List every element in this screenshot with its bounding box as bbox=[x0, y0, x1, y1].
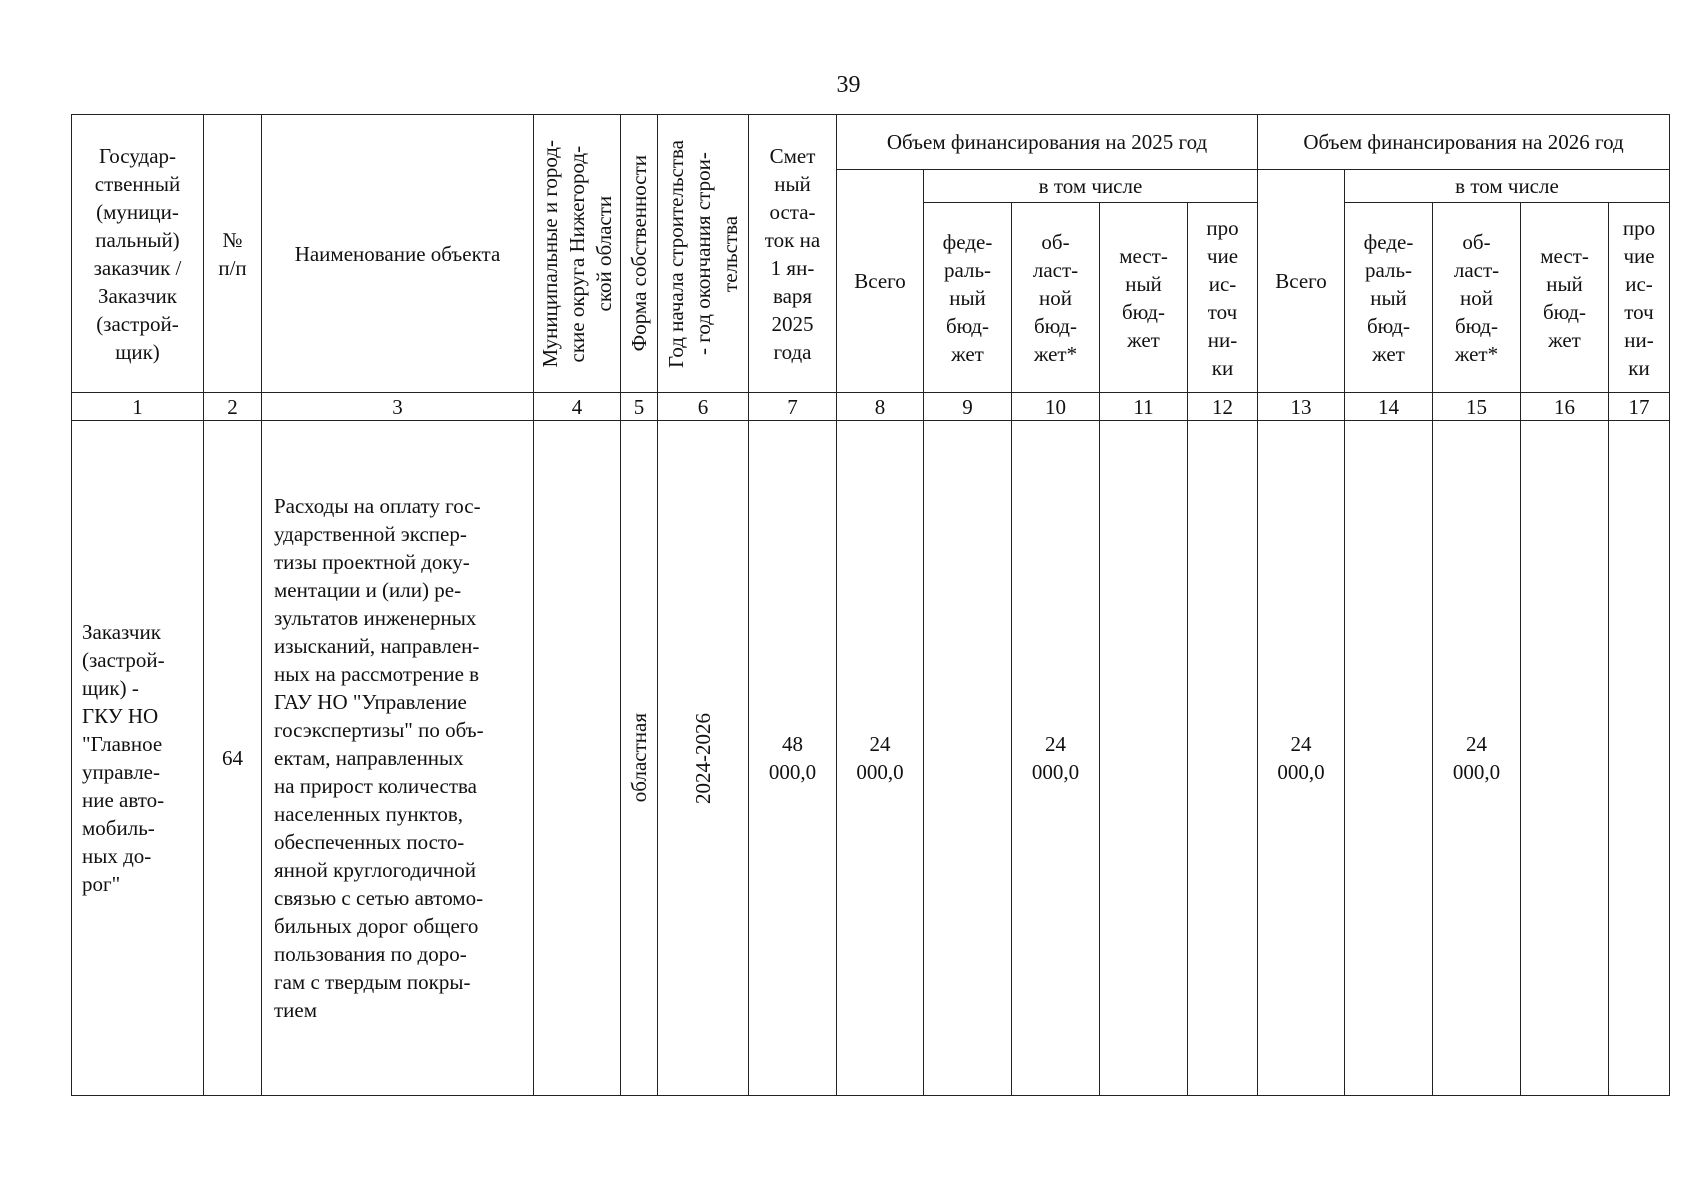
column-number: 12 bbox=[1188, 393, 1258, 421]
column-number: 8 bbox=[837, 393, 924, 421]
page-number: 39 bbox=[836, 72, 861, 98]
cell-local-2026 bbox=[1521, 421, 1609, 1096]
header-funding-2026: Объем финансирования на 2026 год bbox=[1258, 115, 1670, 170]
header-federal-2025: феде- раль- ный бюд- жет bbox=[924, 203, 1012, 393]
cell-local-2025 bbox=[1100, 421, 1188, 1096]
financing-table bbox=[71, 114, 1670, 1096]
header-customer: Государ- ственный (муници- пальный) заказчик / Заказчик (застрой- щик) bbox=[72, 115, 204, 393]
cell-regional-2026: 24 000,0 bbox=[1433, 421, 1521, 1096]
cell-ownership bbox=[621, 421, 658, 1096]
header-ownership bbox=[621, 115, 658, 393]
column-number: 14 bbox=[1345, 393, 1433, 421]
cell-federal-2026 bbox=[1345, 421, 1433, 1096]
header-other-2025: про чие ис- точ ни- ки bbox=[1188, 203, 1258, 393]
column-number: 7 bbox=[749, 393, 837, 421]
header-including-2025: в том числе bbox=[924, 170, 1258, 203]
column-number: 9 bbox=[924, 393, 1012, 421]
header-funding-2025: Объем финансирования на 2025 год bbox=[837, 115, 1258, 170]
header-years-text: Год начала строительства - год окончания строи- тельства bbox=[663, 139, 742, 368]
table-row bbox=[72, 421, 1670, 1096]
header-municipality-text: Муниципальные и город- ские округа Нижегород- ской области bbox=[537, 139, 616, 368]
cell-estimate-balance: 48 000,0 bbox=[749, 421, 837, 1096]
column-number: 2 bbox=[204, 393, 262, 421]
cell-ownership-text: областная bbox=[626, 713, 651, 803]
column-number: 16 bbox=[1521, 393, 1609, 421]
column-number: 3 bbox=[262, 393, 534, 421]
header-federal-2026: феде- раль- ный бюд- жет bbox=[1345, 203, 1433, 393]
column-number: 13 bbox=[1258, 393, 1345, 421]
header-ownership-text: Форма собственности bbox=[626, 155, 651, 352]
header-local-2026: мест- ный бюд- жет bbox=[1521, 203, 1609, 393]
cell-other-2025 bbox=[1188, 421, 1258, 1096]
cell-years bbox=[658, 421, 749, 1096]
column-number: 6 bbox=[658, 393, 749, 421]
cell-other-2026 bbox=[1609, 421, 1670, 1096]
cell-object-name: Расходы на оплату гос- ударственной экспер- тизы проектной доку- ментации и (или) ре- зультатов инженерных изысканий, направлен- ных на рассмотрение в ГАУ НО "Управление госэкспертизы" по объ- ектам, направленных на прирост количества населенных пунктов, обеспеченных посто- янной круглогодичной связью с сетью автомо- бильных дорог общего пользования по доро- гам с твердым покры- тием bbox=[262, 421, 534, 1096]
cell-total-2026: 24 000,0 bbox=[1258, 421, 1345, 1096]
header-total-2026: Всего bbox=[1258, 170, 1345, 393]
column-number: 11 bbox=[1100, 393, 1188, 421]
column-number: 15 bbox=[1433, 393, 1521, 421]
header-other-2026: про чие ис- точ ни- ки bbox=[1609, 203, 1670, 393]
column-number: 5 bbox=[621, 393, 658, 421]
cell-number: 64 bbox=[204, 421, 262, 1096]
header-regional-2025: об- ласт- ной бюд- жет* bbox=[1012, 203, 1100, 393]
cell-federal-2025 bbox=[924, 421, 1012, 1096]
column-number: 1 bbox=[72, 393, 204, 421]
cell-regional-2025: 24 000,0 bbox=[1012, 421, 1100, 1096]
header-years bbox=[658, 115, 749, 393]
header-local-2025: мест- ный бюд- жет bbox=[1100, 203, 1188, 393]
cell-customer: Заказчик (застрой- щик) - ГКУ НО "Главное управле- ние авто- мобиль- ных до- рог" bbox=[72, 421, 204, 1096]
header-number: № п/п bbox=[204, 115, 262, 393]
header-including-2026: в том числе bbox=[1345, 170, 1670, 203]
header-total-2025: Всего bbox=[837, 170, 924, 393]
header-regional-2026: об- ласт- ной бюд- жет* bbox=[1433, 203, 1521, 393]
header-object-name: Наименование объекта bbox=[262, 115, 534, 393]
column-number: 4 bbox=[534, 393, 621, 421]
header-estimate-balance: Смет ный оста- ток на 1 ян- варя 2025 года bbox=[749, 115, 837, 393]
cell-municipality bbox=[534, 421, 621, 1096]
column-number-row bbox=[72, 393, 1670, 421]
column-number: 10 bbox=[1012, 393, 1100, 421]
cell-total-2025: 24 000,0 bbox=[837, 421, 924, 1096]
header-municipality bbox=[534, 115, 621, 393]
cell-years-text: 2024-2026 bbox=[690, 712, 715, 804]
column-number: 17 bbox=[1609, 393, 1670, 421]
